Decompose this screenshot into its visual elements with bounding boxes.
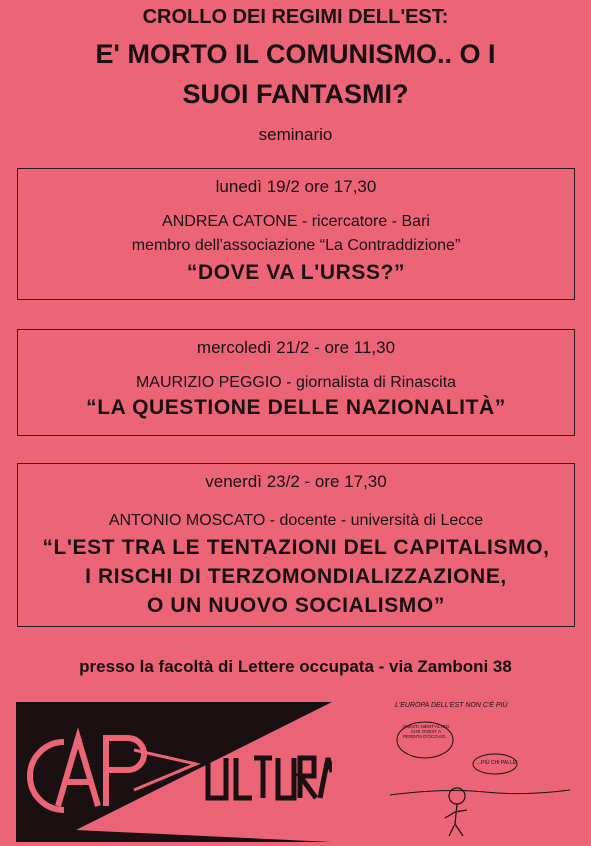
cartoon — [385, 700, 575, 840]
cap-cultura-logo — [16, 702, 332, 842]
event-affiliation: membro dell'associazione “La Contraddizione” — [131, 237, 461, 254]
event-speaker: ANTONIO MOSCATO - docente - università di Lecce — [108, 512, 484, 529]
event-date: mercoledì 21/2 - ore 11,30 — [196, 338, 396, 357]
title-line-1: E' MORTO IL COMUNISMO.. O I — [95, 39, 496, 69]
event-box-1 — [17, 168, 575, 300]
event-talk-line-1: “L'EST TRA LE TENTAZIONI DEL CAPITALISMO, — [42, 536, 550, 559]
cartoon-bubble-2: ...PIÙ CHI PALLE! — [477, 760, 518, 766]
cartoon-caption: L'EUROPA DELL'EST NON C'È PIÙ — [395, 702, 508, 709]
event-speaker: ANDREA CATONE - ricercatore - Bari — [162, 213, 430, 230]
title-line-2: SUOI FANTASMI? — [182, 79, 409, 109]
event-box-2 — [17, 329, 575, 436]
cartoon-bubble-1: QUESTI NIENT'ALTRO CHE OVEST A PERDITA D'OCCHIO... — [402, 724, 450, 739]
event-talk-line-2: I RISCHI DI TERZOMONDIALIZZAZIONE, — [85, 565, 507, 588]
subtitle: seminario — [258, 125, 333, 144]
page-title — [0, 34, 591, 114]
event-date: lunedì 19/2 ore 17,30 — [215, 177, 377, 196]
pretitle: CROLLO DEI REGIMI DELL'EST: — [142, 6, 449, 28]
event-date: venerdì 23/2 - ore 17,30 — [205, 472, 387, 491]
event-speaker: MAURIZIO PEGGIO - giornalista di Rinascita — [135, 374, 457, 391]
event-talk-title: “DOVE VA L'URSS?” — [186, 261, 406, 284]
event-talk-line-3: O UN NUOVO SOCIALISMO” — [147, 594, 445, 617]
svg-text:arte: arte — [113, 809, 132, 824]
event-talk-title: “LA QUESTIONE DELLE NAZIONALITÀ” — [86, 396, 506, 419]
cartoon-figure-icon — [385, 700, 575, 840]
venue: presso la facoltà di Lettere occupata - via Zamboni 38 — [79, 657, 512, 676]
event-box-3 — [17, 463, 575, 627]
